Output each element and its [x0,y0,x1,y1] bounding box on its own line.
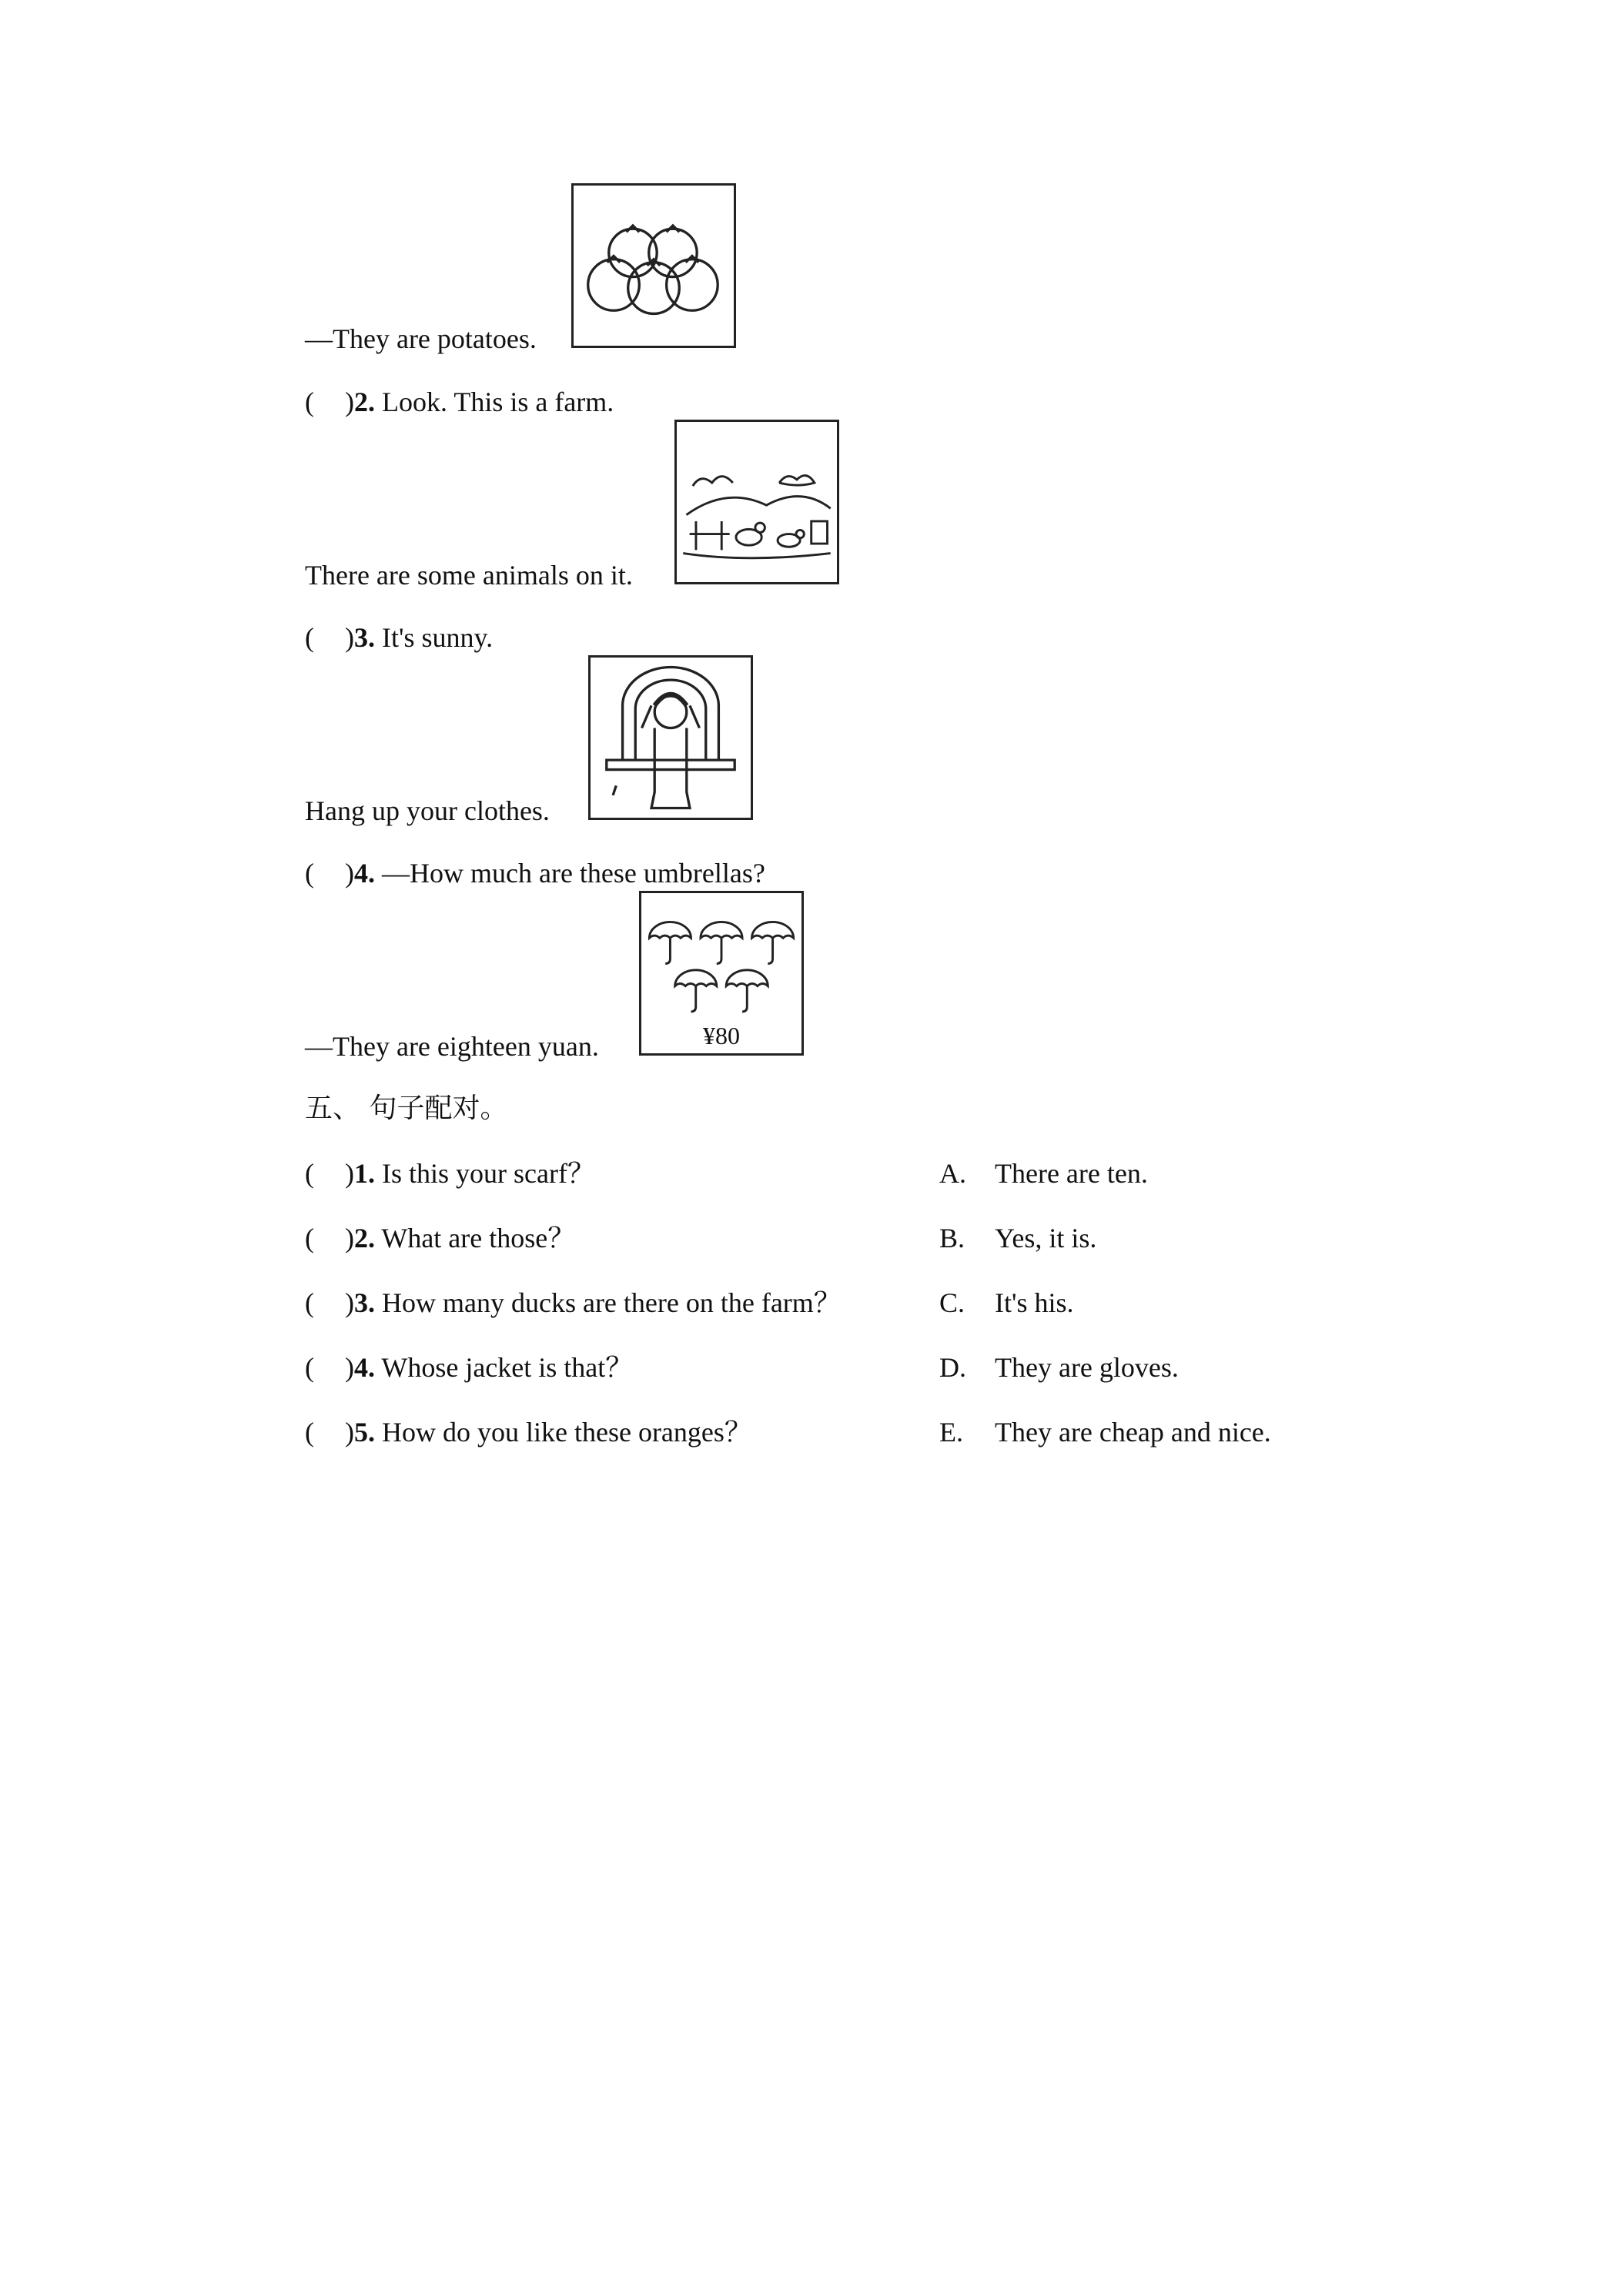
question-number: 3. [354,1287,375,1318]
match-question-2 [305,1221,575,1255]
answer-paren-close: ) [345,858,354,889]
q4-tail: —They are eighteen yuan. [305,1031,599,1062]
answer-paren-close: ) [345,1158,354,1189]
question-number: 1. [354,1158,375,1189]
answer-letter: C. [939,1287,965,1318]
match-answer-a [939,1156,1148,1190]
answer-paren-close: ) [345,387,354,417]
answer-paren: ( [305,1287,314,1318]
match-question-1 [305,1156,595,1190]
umbrellas-picture [639,891,804,1056]
question-number: 5. [354,1417,375,1448]
match-answer-e [939,1415,1271,1449]
q2-line [305,385,614,419]
q3-line [305,621,493,654]
answer-paren: ( [305,1417,314,1448]
answer-paren-close: ) [345,1352,354,1383]
question-text: How many ducks are there on the farm？ [375,1287,842,1318]
answer-letter: B. [939,1223,965,1253]
match-answer-d [939,1350,1179,1384]
answer-paren: ( [305,387,314,417]
answer-text: It's his. [995,1287,1074,1318]
q2-tail: There are some animals on it. [305,560,633,591]
answer-paren-close: ) [345,1223,354,1253]
answer-paren-close: ) [345,622,354,653]
answer-paren: ( [305,1223,314,1253]
match-answer-c [939,1286,1074,1320]
answer-text: They are gloves. [995,1352,1179,1383]
match-answer-b [939,1221,1096,1255]
question-text: What are those？ [375,1223,576,1253]
question-text: Whose jacket is that？ [375,1352,634,1383]
match-question-3 [305,1286,842,1320]
question-number: 4. [354,1352,375,1383]
question-number: 3. [354,622,375,653]
girl-window-picture [588,655,753,820]
price-label: ¥80 [703,1022,740,1049]
answer-paren: ( [305,1158,314,1189]
farm-picture [674,420,839,584]
tomatoes-icon [574,186,734,346]
section5-heading: 五、 句子配对。 [305,1093,508,1124]
answer-paren: ( [305,622,314,653]
answer-paren: ( [305,1352,314,1383]
q1-answer-line: —They are potatoes. [305,323,537,354]
question-text: How do you like these oranges？ [375,1417,752,1448]
question-text: —How much are these umbrellas? [375,858,765,889]
question-number: 4. [354,858,375,889]
farm-icon [677,422,837,582]
q3-tail: Hang up your clothes. [305,795,550,826]
q4-line [305,856,765,890]
answer-letter: A. [939,1158,966,1189]
answer-paren-close: ) [345,1287,354,1318]
answer-letter: E. [939,1417,963,1448]
girl-window-icon [591,658,751,818]
match-question-4 [305,1350,633,1384]
answer-paren: ( [305,858,314,889]
question-text: Is this your scarf？ [375,1158,595,1189]
answer-text: They are cheap and nice. [995,1417,1271,1448]
question-text: Look. This is a farm. [375,387,614,417]
match-question-5 [305,1415,752,1449]
question-number: 2. [354,387,375,417]
answer-letter: D. [939,1352,966,1383]
tomatoes-picture [571,183,736,348]
question-number: 2. [354,1223,375,1253]
answer-paren-close: ) [345,1417,354,1448]
answer-text: There are ten. [995,1158,1148,1189]
answer-text: Yes, it is. [995,1223,1097,1253]
question-text: It's sunny. [375,622,494,653]
